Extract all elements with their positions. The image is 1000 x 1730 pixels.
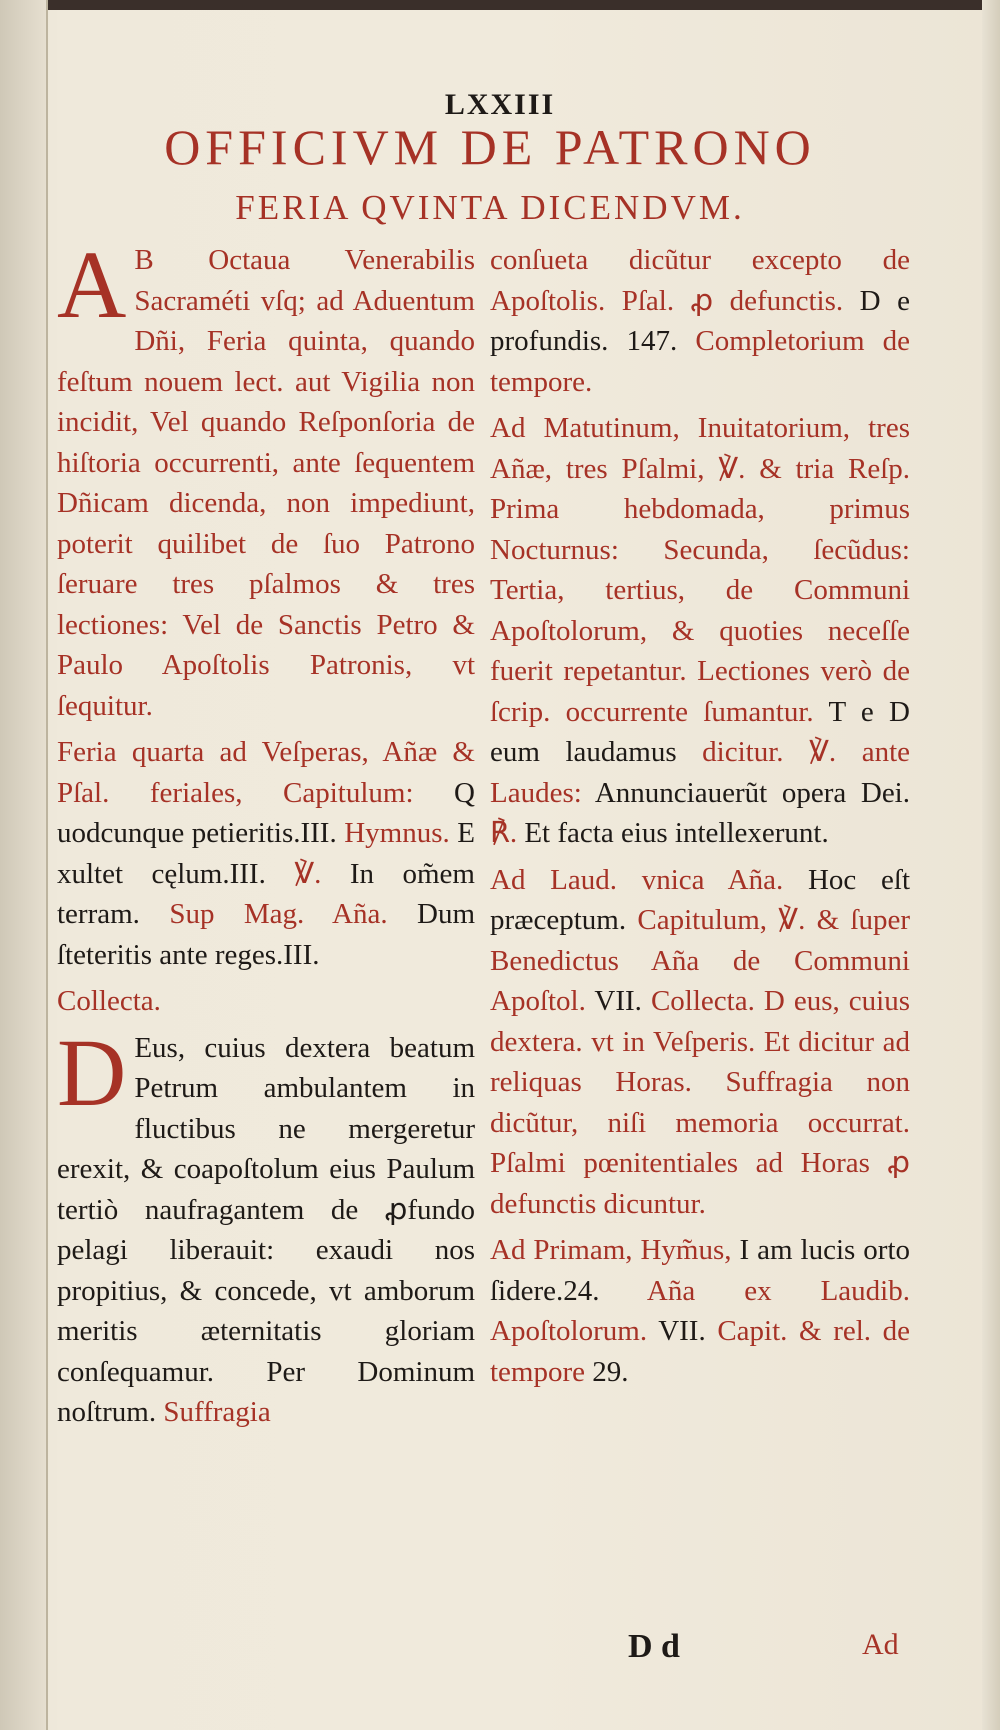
capitulum-rubric: Capitulum, ℣. & ſuper Benedictus Aña de Communi Apoſtol. <box>490 904 910 1017</box>
collecta-heading: Collecta. <box>57 985 161 1017</box>
versicle-text: Annunciauerũt opera Dei. <box>594 776 910 809</box>
paragraph-intro <box>57 231 475 726</box>
collect-text: Eus, cuius dextera beatum Petrum ambulantem in fluctibus ne mergeretur erexit, & coapoſtolum eius Paulum tertiò naufragantem de ꝓfundo pelagi liberauit: exaudi nos propitius, & concede, vt amborum meritis æternitatis gloriam conſequamur. Per Dominum noſtrum. <box>57 1031 475 1428</box>
hymn-rubric: Hymnus. <box>344 817 450 849</box>
drop-cap-d: D <box>57 1018 127 1126</box>
antiphon-text: Dum ſteteritis ante reges.III. <box>57 898 476 971</box>
te-deum: T e D eum laudamus <box>490 695 910 768</box>
page-ref: VII. <box>658 1315 706 1347</box>
suffragia-rubric: Suffragia <box>163 1396 271 1428</box>
versicle-symbol: ℣. <box>294 857 322 890</box>
signature-mark: D d <box>628 1628 680 1665</box>
response-text: Et facta eius intellexerunt. <box>524 817 829 849</box>
versicle-text: In om̃em terram. <box>57 857 475 930</box>
lauds-rubric: ante Laudes: <box>490 736 911 809</box>
matins-rubric: Ad Matutinum, Inuitatorium, tres Añæ, tres Pſalmi, <box>490 412 910 485</box>
prime-rubric: Ad Primam, Hym̃us, <box>490 1234 732 1266</box>
hymn-incipit: E xultet cęlum.III. <box>57 817 475 890</box>
vespers-rubric: Feria quarta ad Veſperas, Añæ & Pſal. feriales, Capitulum: <box>57 736 475 809</box>
hymn-incipit: I am lucis orto ſidere.24. <box>490 1234 911 1307</box>
page-title: OFFICIVM DE PATRONO <box>164 119 816 175</box>
paragraph-lauds <box>490 860 910 1225</box>
antiphon-rubric: Aña ex Laudib. Apoſtolorum. <box>490 1274 910 1347</box>
response-symbol: ℟. <box>490 817 518 849</box>
top-edge <box>0 0 1000 10</box>
collecta-rubric: Collecta. D eus, cuius dextera. vt in Veſperis. Et dicitur ad reliquas Horas. Suffragia non dicũtur, niſi memoria occurrat. Pſalmi pœnitentiales ad Horas ꝓ defunctis dicuntur. <box>490 985 910 1220</box>
drop-cap-a: A <box>57 231 127 338</box>
paragraph-continuation <box>490 240 910 402</box>
paragraph-vespers <box>57 732 475 975</box>
catchword: Ad <box>862 1628 899 1661</box>
lauds-antiphon-rubric: Ad Laud. vnica Aña. <box>490 863 784 896</box>
folio-number: LXXIII <box>444 88 556 121</box>
page-ref: VII. <box>594 985 642 1017</box>
right-column <box>490 240 910 1398</box>
magnificat-rubric: Sup Mag. Aña. <box>169 898 388 930</box>
chapter-incipit: Q uodcunque petieritis.III. <box>57 776 475 849</box>
page-edge <box>982 0 1000 1730</box>
page-ref: 29. <box>592 1355 629 1388</box>
versicle-symbol: ℣. <box>809 736 837 768</box>
nocturns-rubric: ℣. & tria Reſp. Prima hebdomada, primus Nocturnus: Secunda, ſecũdus: Tertia, tertius, de Communi Apoſtolorum, & quoties neceſſe fuerit repetantur. Lectiones verò de ſcrip. occurrente ſumantur. <box>490 452 911 728</box>
paragraph-matins <box>490 408 910 854</box>
binding-gutter <box>0 0 48 1730</box>
lauds-antiphon: Hoc eſt præceptum. <box>490 863 910 936</box>
dicitur-rubric: dicitur. <box>702 736 784 768</box>
psalm-incipit: D e profundis. 147. <box>490 284 910 357</box>
paragraph-prime <box>490 1230 910 1392</box>
page-subtitle: FERIA QVINTA DICENDVM. <box>235 188 745 227</box>
intro-text: B Octaua Venerabilis Sacraméti vſq; ad Aduentum Dñi, Feria quinta, quando feſtum nouem lect. aut Vigilia non incidit, Vel quando Reſponſoria de hiſtoria occurrenti, ante ſequentem Dñicam dicenda, non impediunt, poterit quilibet de ſuo Patrono ſeruare tres pſalmos & tres lectiones: Vel de Sanctis Petro & Paulo Apoſtolis Patronis, vt ſequitur. <box>57 244 475 722</box>
left-column <box>57 231 476 1439</box>
continuation-rubric: conſueta dicũtur excepto de Apoſtolis. Pſal. ꝓ defunctis. <box>490 244 910 317</box>
compline-rubric: Completorium de tempore. <box>490 325 911 398</box>
rel-rubric: Capit. & rel. de tempore <box>490 1315 911 1388</box>
paragraph-collect <box>57 1018 475 1433</box>
